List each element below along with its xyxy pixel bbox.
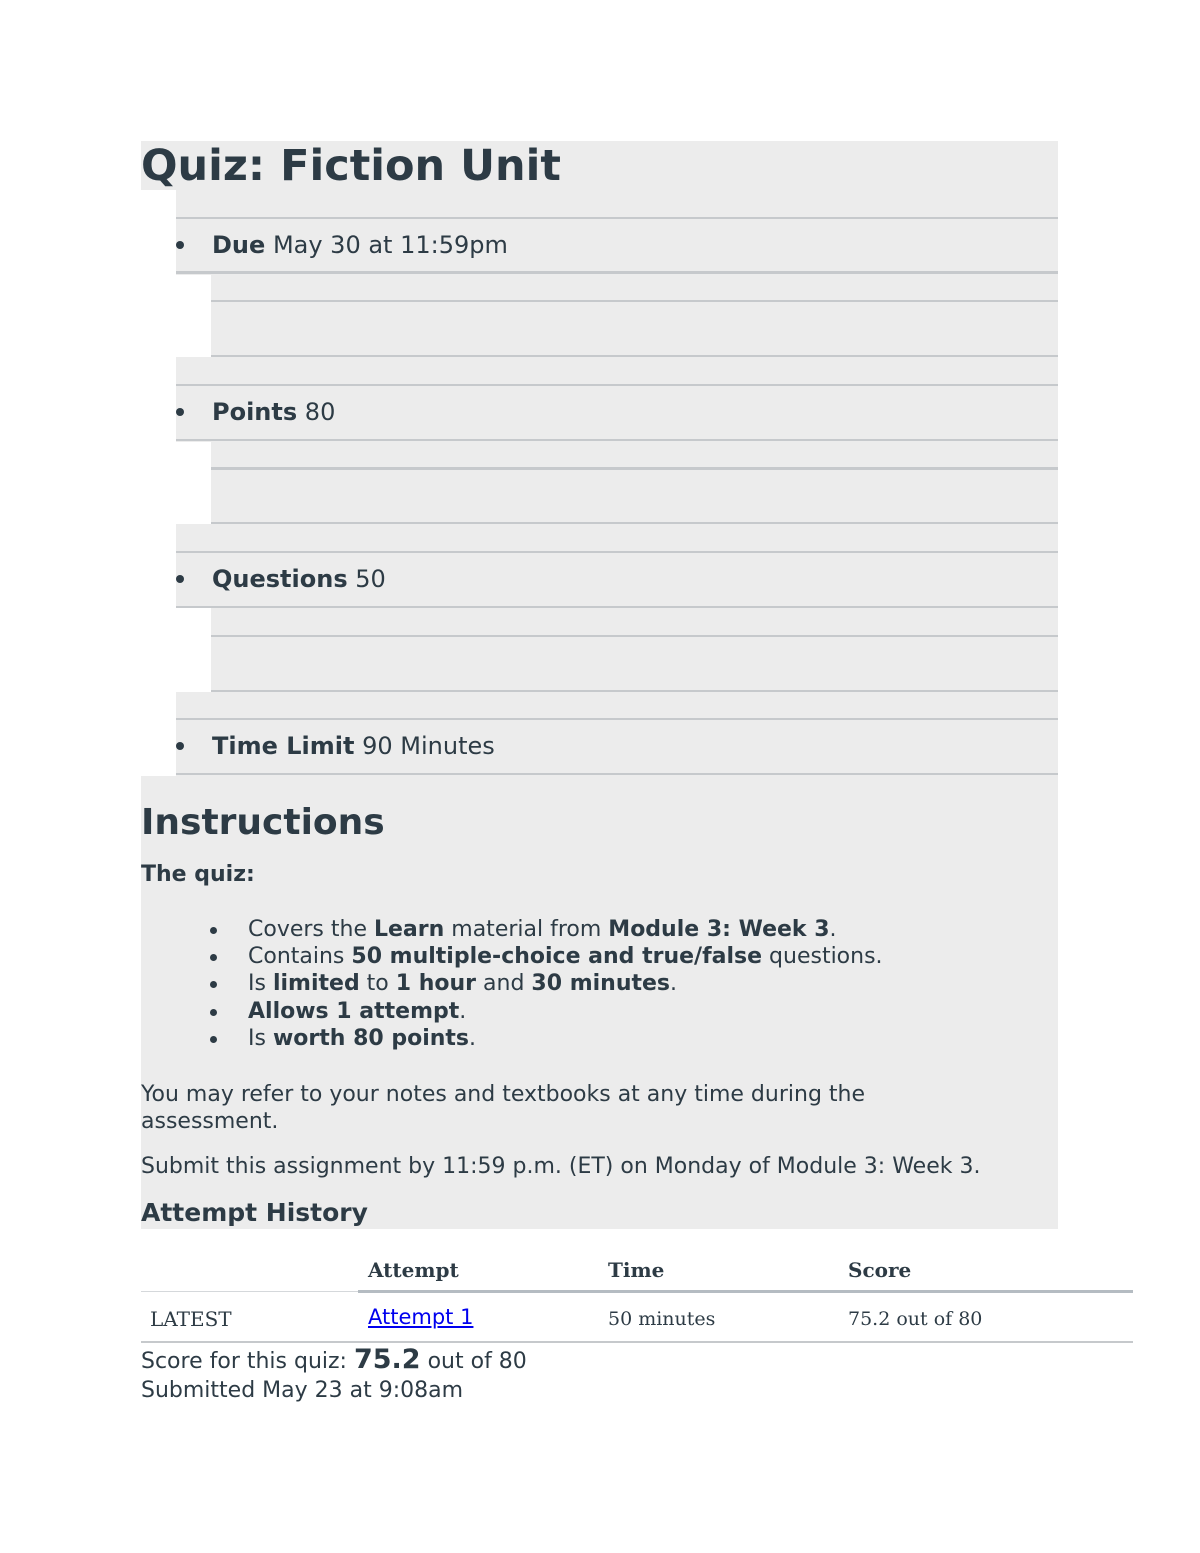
page-title: Quiz: Fiction Unit (141, 141, 561, 191)
column-header-time: Time (608, 1258, 665, 1282)
detail-label: Questions (212, 565, 348, 593)
detail-value: 80 (304, 398, 336, 426)
bullet-icon (176, 742, 184, 750)
detail-questions (176, 553, 1058, 605)
submitted-date: Submitted May 23 at 9:08am (141, 1378, 464, 1403)
detail-value: 90 Minutes (362, 732, 495, 760)
list-item: Is limited to 1 hour and 30 minutes. (210, 970, 883, 997)
attempt-history-heading: Attempt History (141, 1198, 368, 1227)
score-value: 75.2 (353, 1344, 421, 1375)
attempt-1-link[interactable]: Attempt 1 (368, 1305, 474, 1329)
bullet-icon (176, 408, 184, 416)
list-item: Contains 50 multiple-choice and true/false questions. (210, 943, 883, 970)
detail-points (176, 386, 1058, 438)
detail-value: 50 (355, 565, 386, 593)
instructions-list (210, 916, 883, 1052)
instructions-heading: Instructions (141, 802, 385, 843)
detail-due (176, 219, 1058, 271)
notes-paragraph: You may refer to your notes and textbooks at any time during the assessment. (141, 1082, 866, 1134)
attempt-score: 75.2 out of 80 (848, 1308, 983, 1330)
list-item: Allows 1 attempt. (210, 998, 883, 1025)
attempt-time: 50 minutes (608, 1308, 716, 1330)
list-item: Is worth 80 points. (210, 1025, 883, 1052)
column-header-score: Score (848, 1258, 912, 1282)
detail-label: Time Limit (212, 732, 355, 760)
list-item: Covers the Learn material from Module 3: Week 3. (210, 916, 883, 943)
quiz-intro-label: The quiz: (141, 862, 255, 887)
detail-label: Points (212, 398, 298, 426)
bullet-icon (176, 241, 184, 249)
detail-time-limit (176, 720, 1058, 772)
latest-tag: LATEST (150, 1307, 232, 1331)
bullet-icon (176, 575, 184, 583)
detail-label: Due (212, 231, 266, 259)
detail-value: May 30 at 11:59pm (272, 231, 508, 259)
submit-paragraph: Submit this assignment by 11:59 p.m. (ET) on Monday of Module 3: Week 3. (141, 1154, 981, 1179)
quiz-score-summary: Score for this quiz: 75.2 out of 80 (141, 1344, 527, 1375)
column-header-attempt: Attempt (368, 1258, 459, 1282)
